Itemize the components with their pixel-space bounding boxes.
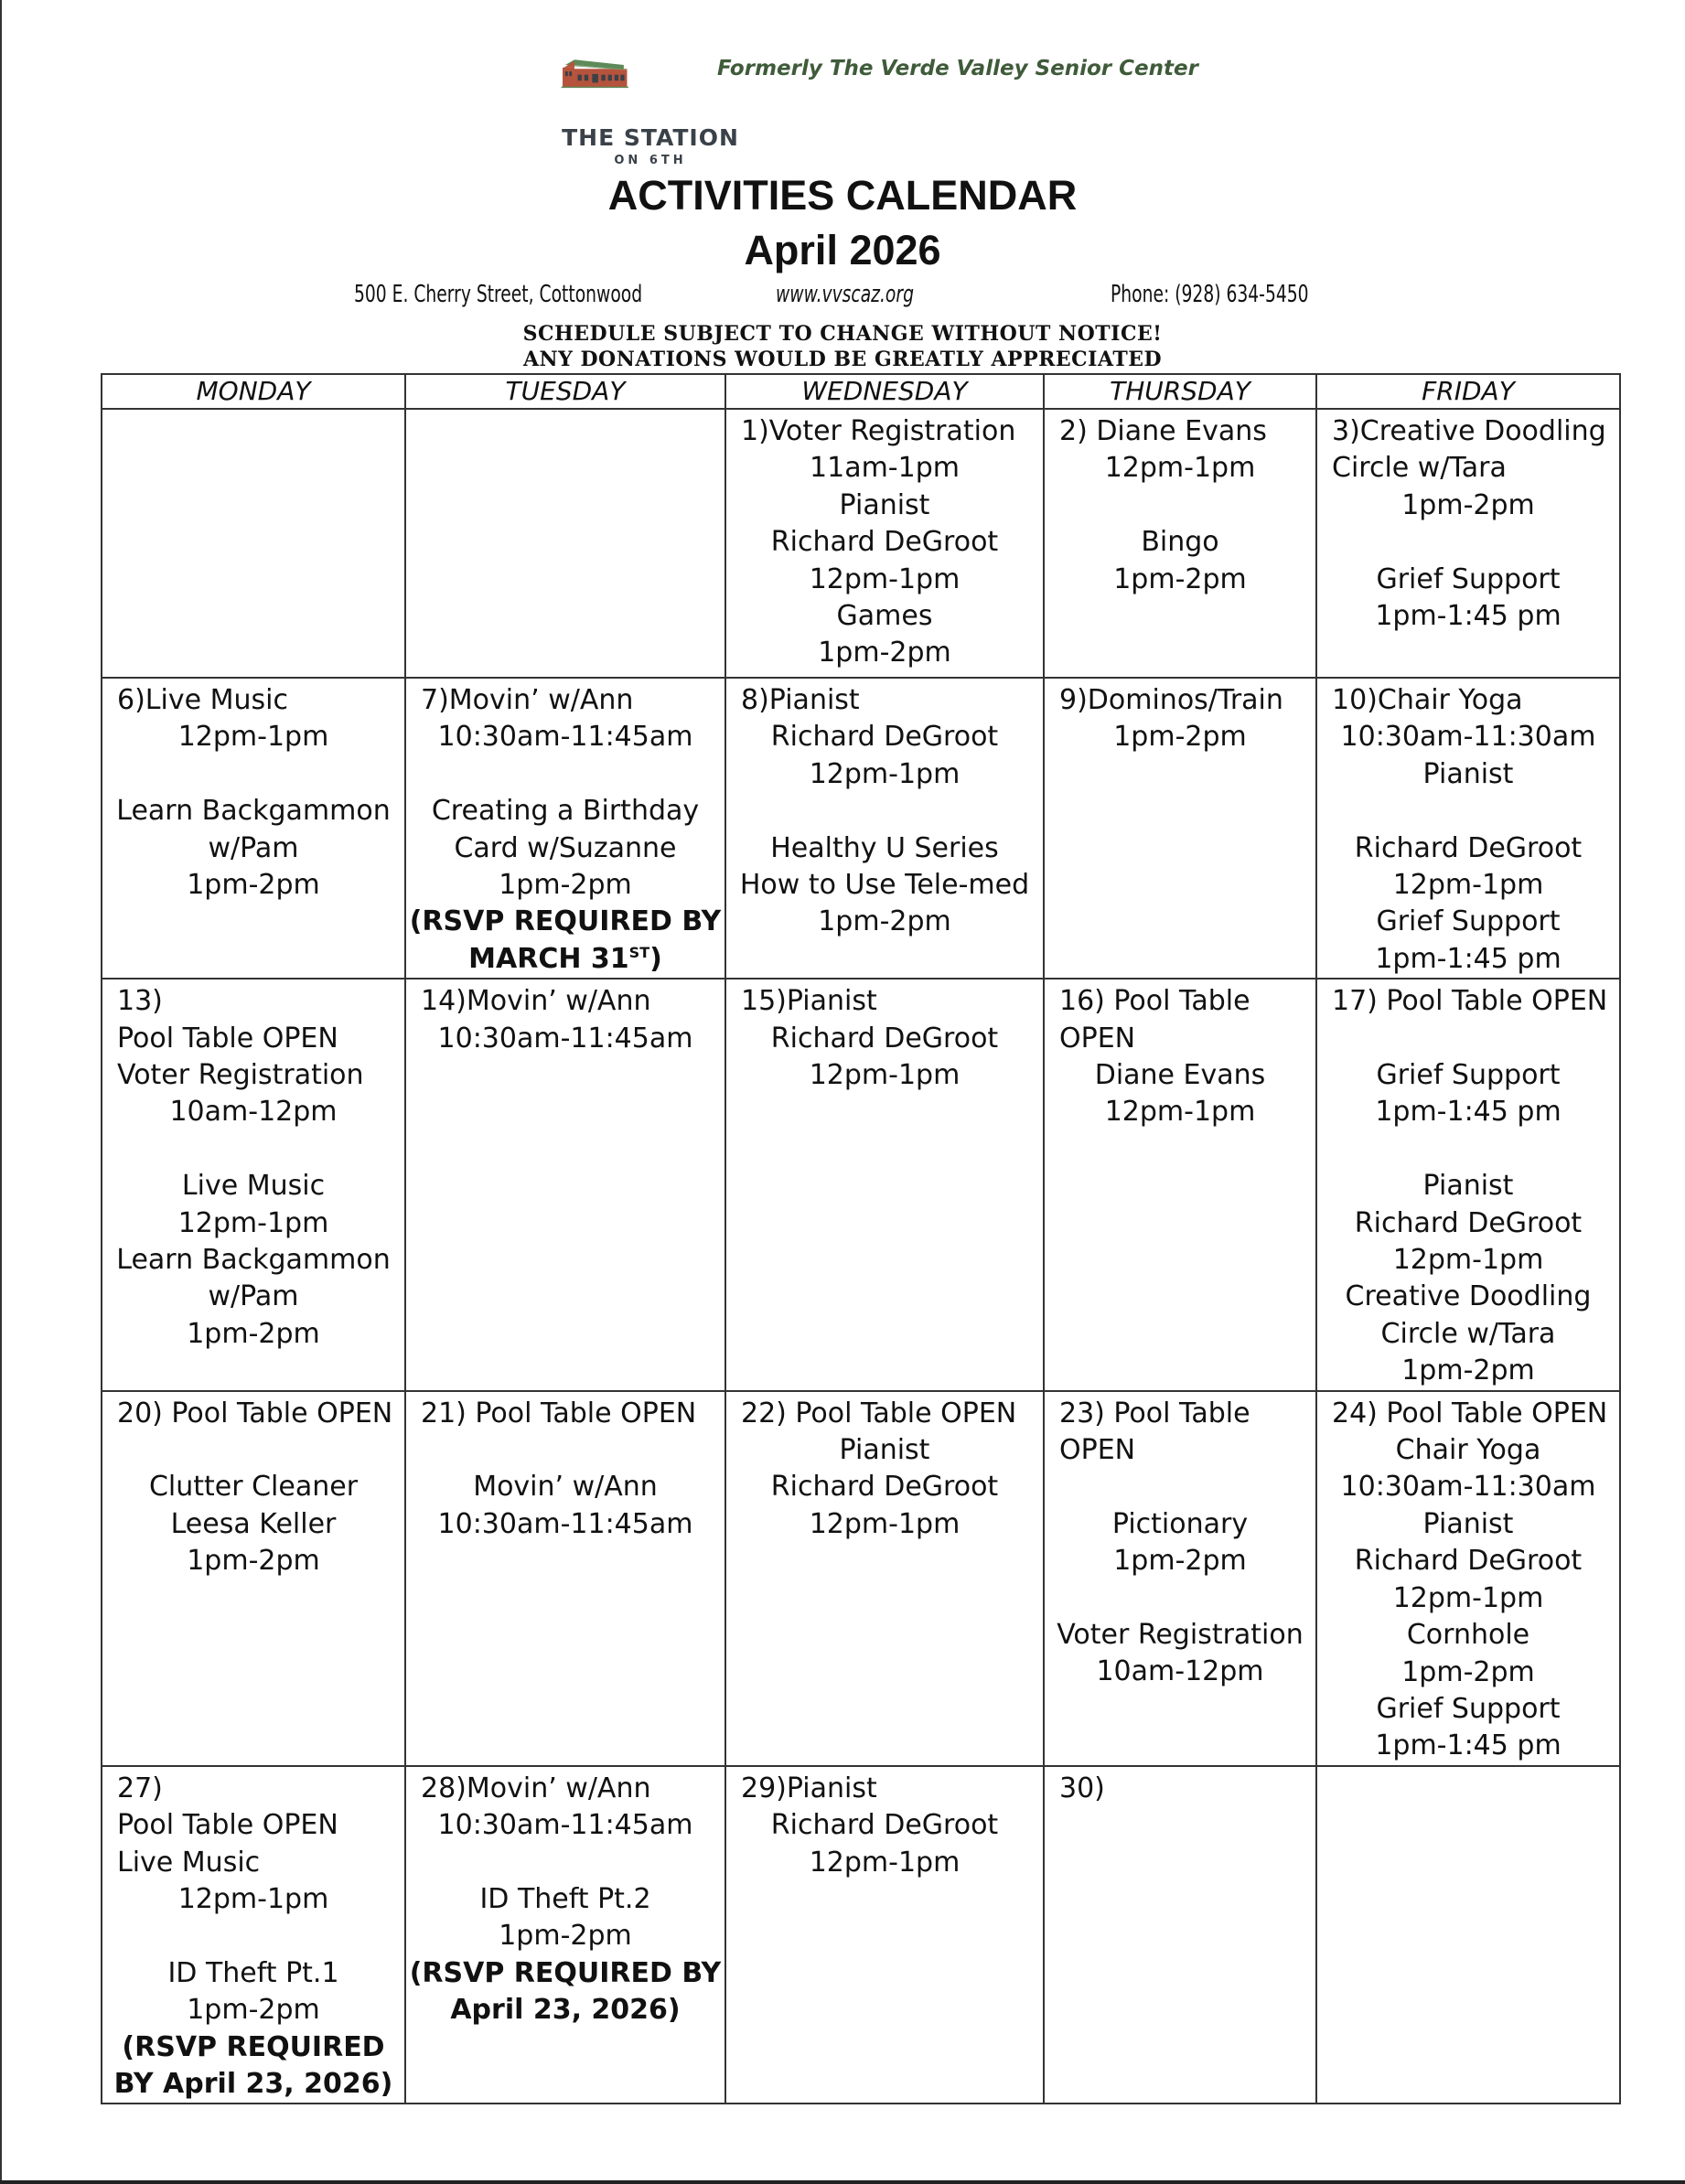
calendar-entry-line: 1pm-2pm — [499, 869, 632, 902]
calendar-entry-line: 10am-12pm — [1096, 1655, 1264, 1688]
calendar-entry-line: Card w/Suzanne — [454, 831, 677, 864]
calendar-day-cell — [725, 1391, 1044, 1766]
calendar-entry-line — [1045, 1469, 1315, 1505]
weekday-header: TUESDAY — [405, 374, 725, 409]
calendar-entry-line — [102, 756, 404, 793]
calendar-entry-line: 28)Movin’ w/Ann — [421, 1772, 651, 1804]
calendar-entry-line: OPEN — [1059, 1022, 1136, 1055]
calendar-entry-line: Pool Table OPEN — [117, 1809, 338, 1842]
weekday-header: THURSDAY — [1044, 374, 1316, 409]
calendar-entry-line: MARCH 31ST) — [468, 942, 662, 975]
activities-calendar — [101, 373, 1621, 2104]
calendar-entry-line: 12pm-1pm — [1392, 1581, 1544, 1614]
website: www.vvscaz.org — [776, 281, 914, 308]
tagline: Formerly The Verde Valley Senior Center — [717, 57, 1198, 80]
calendar-entry-line: 27) — [117, 1772, 163, 1804]
calendar-entry-line: Richard DeGroot — [770, 1809, 999, 1842]
calendar-entry-line: Clutter Cleaner — [148, 1471, 359, 1504]
brand-sub: ON 6TH — [614, 154, 687, 167]
calendar-entry-line: 10:30am-11:30am — [1340, 1471, 1596, 1504]
calendar-day-cell — [725, 409, 1044, 678]
calendar-day-cell — [725, 678, 1044, 979]
calendar-entry-line: ID Theft Pt.1 — [167, 1956, 339, 1989]
calendar-day-cell — [102, 979, 405, 1390]
calendar-entry-line: (RSVP REQUIRED — [122, 2030, 385, 2063]
calendar-entry-line: (RSVP REQUIRED BY — [409, 905, 722, 938]
calendar-entry-line — [1317, 793, 1619, 830]
calendar-entry-line: Circle w/Tara — [1380, 1317, 1556, 1350]
calendar-entry-line: 17) Pool Table OPEN — [1332, 985, 1608, 1018]
calendar-entry-line: 1pm-2pm — [187, 1545, 320, 1578]
station-logo — [558, 37, 768, 128]
calendar-entry-line: Chair Yoga — [1395, 1434, 1541, 1467]
calendar-day-cell — [1044, 1391, 1316, 1766]
calendar-entry-line: 12pm-1pm — [1392, 1244, 1544, 1277]
calendar-entry-line: 29)Pianist — [741, 1772, 877, 1804]
calendar-entry-line: 2) Diane Evans — [1059, 415, 1267, 447]
calendar-day-cell — [725, 1766, 1044, 2104]
calendar-day-cell — [405, 1766, 725, 2104]
calendar-entry-line: Voter Registration — [117, 1059, 364, 1092]
calendar-day-cell — [1044, 409, 1316, 678]
calendar-entry-line: Grief Support — [1376, 1059, 1561, 1092]
calendar-day-cell — [405, 1391, 725, 1766]
calendar-day-cell — [1316, 678, 1620, 979]
calendar-entry-line: Grief Support — [1376, 562, 1561, 595]
calendar-entry-line: 1pm-2pm — [187, 1317, 320, 1350]
calendar-entry-line: 12pm-1pm — [809, 1507, 961, 1540]
calendar-entry-line: 30) — [1059, 1772, 1105, 1804]
calendar-day-cell — [405, 979, 725, 1390]
calendar-entry-line: Grief Support — [1376, 905, 1561, 938]
calendar-entry-line: Games — [836, 600, 933, 633]
calendar-day-cell — [405, 678, 725, 979]
weekday-header: FRIDAY — [1316, 374, 1620, 409]
calendar-entry-line: 1pm-2pm — [818, 637, 951, 669]
calendar-entry-line: 8)Pianist — [741, 684, 860, 716]
weekday-header-row — [102, 374, 1620, 409]
calendar-day-cell — [1044, 678, 1316, 979]
calendar-entry-line: 1pm-2pm — [818, 905, 951, 938]
calendar-entry-line: Circle w/Tara — [1332, 452, 1507, 485]
calendar-entry-line: Richard DeGroot — [1354, 1545, 1583, 1578]
calendar-entry-line: 14)Movin’ w/Ann — [421, 985, 651, 1018]
phone: Phone: (928) 634-5450 — [1111, 281, 1309, 308]
calendar-entry-line: 10:30am-11:45am — [437, 721, 693, 754]
weekday-header: WEDNESDAY — [725, 374, 1044, 409]
calendar-entry-line: 12pm-1pm — [809, 562, 961, 595]
calendar-entry-line — [1045, 1580, 1315, 1617]
calendar-day-cell — [1316, 409, 1620, 678]
calendar-entry-line: Learn Backgammon — [116, 795, 391, 828]
calendar-entry-line: 1pm-2pm — [1401, 1655, 1535, 1688]
calendar-day-cell — [1316, 1766, 1620, 2104]
calendar-entry-line: Richard DeGroot — [770, 721, 999, 754]
calendar-entry-line: Learn Backgammon — [116, 1244, 391, 1277]
calendar-week-row — [102, 1766, 1620, 2104]
calendar-entry-line: 3)Creative Doodling — [1332, 415, 1606, 447]
calendar-entry-line: Pianist — [1422, 757, 1514, 790]
calendar-entry-line: 1pm-2pm — [187, 1994, 320, 2027]
calendar-entry-line: 1)Voter Registration — [741, 415, 1016, 447]
calendar-entry-line: 1pm-2pm — [1113, 1545, 1247, 1578]
calendar-entry-line: (RSVP REQUIRED BY — [409, 1956, 722, 1989]
calendar-entry-line: 11am-1pm — [810, 452, 960, 485]
calendar-entry-line — [1317, 1021, 1619, 1057]
calendar-entry-line: Live Music — [181, 1170, 326, 1203]
calendar-entry-line: 6)Live Music — [117, 684, 288, 716]
calendar-entry-line: 21) Pool Table OPEN — [421, 1397, 697, 1429]
calendar-entry-line — [726, 793, 1043, 830]
calendar-entry-line: Richard DeGroot — [770, 526, 999, 559]
calendar-entry-line: 1pm-2pm — [187, 869, 320, 902]
calendar-entry-line: 1pm-2pm — [499, 1920, 632, 1953]
calendar-entry-line: 1pm-1:45 pm — [1375, 1729, 1562, 1762]
calendar-entry-line — [406, 1432, 724, 1469]
calendar-entry-line: 12pm-1pm — [1104, 1096, 1256, 1129]
calendar-entry-line: w/Pam — [208, 1280, 299, 1313]
calendar-day-cell — [1044, 979, 1316, 1390]
calendar-entry-line: BY April 23, 2026) — [113, 2067, 393, 2100]
calendar-entry-line: Creating a Birthday — [431, 795, 700, 828]
calendar-day-cell — [1044, 1766, 1316, 2104]
calendar-entry-line — [102, 1432, 404, 1469]
calendar-entry-line — [102, 1131, 404, 1168]
calendar-entry-line — [406, 756, 724, 793]
calendar-entry-line: 13) — [117, 985, 163, 1018]
calendar-entry-line: ID Theft Pt.2 — [479, 1882, 651, 1915]
brand-name: THE STATION — [562, 124, 739, 151]
page-title: ACTIVITIES CALENDAR — [607, 172, 1078, 219]
calendar-entry-line: 1pm-2pm — [1401, 488, 1535, 521]
calendar-entry-line: 12pm-1pm — [809, 757, 961, 790]
calendar-entry-line: Pictionary — [1111, 1507, 1249, 1540]
calendar-entry-line: 12pm-1pm — [177, 1206, 329, 1239]
calendar-entry-line: 1pm-1:45 pm — [1375, 600, 1562, 633]
calendar-entry-line — [406, 1845, 724, 1881]
calendar-day-cell — [102, 1391, 405, 1766]
calendar-entry-line — [102, 1918, 404, 1954]
calendar-entry-line: 1pm-2pm — [1401, 1354, 1535, 1387]
calendar-entry-line: 23) Pool Table — [1059, 1397, 1250, 1429]
calendar-entry-line — [1317, 524, 1619, 561]
calendar-entry-line: Bingo — [1141, 526, 1219, 559]
calendar-entry-line: Healthy U Series — [770, 831, 999, 864]
calendar-day-cell — [725, 979, 1044, 1390]
calendar-week-row — [102, 678, 1620, 979]
calendar-entry-line: 10:30am-11:45am — [437, 1022, 693, 1055]
calendar-entry-line — [1045, 487, 1315, 524]
calendar-entry-line: Pianist — [1422, 1507, 1514, 1540]
calendar-entry-line: Voter Registration — [1057, 1619, 1304, 1652]
calendar-entry-line: April 23, 2026) — [450, 1994, 681, 2027]
calendar-entry-line: Live Music — [117, 1846, 261, 1879]
address: 500 E. Cherry Street, Cottonwood — [354, 281, 643, 308]
calendar-week-row — [102, 409, 1620, 678]
calendar-entry-line: Movin’ w/Ann — [473, 1471, 658, 1504]
calendar-entry-line — [1317, 1131, 1619, 1168]
schedule-notice: SCHEDULE SUBJECT TO CHANGE WITHOUT NOTICE! — [522, 322, 1163, 346]
calendar-entry-line: 22) Pool Table OPEN — [741, 1397, 1017, 1429]
calendar-entry-line: Pool Table OPEN — [117, 1022, 338, 1055]
page-edge-bottom — [0, 2180, 1685, 2184]
calendar-entry-line: 12pm-1pm — [177, 721, 329, 754]
calendar-week-row — [102, 979, 1620, 1390]
calendar-day-cell — [1316, 979, 1620, 1390]
calendar-entry-line: Pianist — [839, 1434, 930, 1467]
calendar-entry-line: Richard DeGroot — [1354, 1206, 1583, 1239]
calendar-entry-line: Grief Support — [1376, 1692, 1561, 1725]
calendar-entry-line: 1pm-1:45 pm — [1375, 1096, 1562, 1129]
calendar-month: April 2026 — [744, 227, 941, 273]
calendar-entry-line: Richard DeGroot — [770, 1022, 999, 1055]
calendar-entry-line: 12pm-1pm — [177, 1882, 329, 1915]
calendar-entry-line: Diane Evans — [1094, 1059, 1266, 1092]
calendar-entry-line: 10:30am-11:45am — [437, 1507, 693, 1540]
calendar-entry-line: 7)Movin’ w/Ann — [421, 684, 634, 716]
calendar-entry-line: 12pm-1pm — [1104, 452, 1256, 485]
calendar-entry-line: Creative Doodling — [1345, 1280, 1592, 1313]
calendar-entry-line: 1pm-1:45 pm — [1375, 942, 1562, 975]
calendar-entry-line: Cornhole — [1406, 1619, 1530, 1652]
calendar-entry-line: Pianist — [839, 488, 930, 521]
calendar-week-row — [102, 1391, 1620, 1766]
calendar-entry-line: Richard DeGroot — [770, 1471, 999, 1504]
calendar-entry-line: 1pm-2pm — [1113, 562, 1247, 595]
calendar-day-cell — [102, 1766, 405, 2104]
calendar-entry-line: 15)Pianist — [741, 985, 877, 1018]
calendar-entry-line: OPEN — [1059, 1434, 1136, 1467]
calendar-entry-line: Richard DeGroot — [1354, 831, 1583, 864]
calendar-entry-line: 10)Chair Yoga — [1332, 684, 1523, 716]
donation-notice: ANY DONATIONS WOULD BE GREATLY APPRECIATED — [522, 348, 1163, 371]
calendar-entry-line: 9)Dominos/Train — [1059, 684, 1283, 716]
calendar-entry-line: 10:30am-11:30am — [1340, 721, 1596, 754]
calendar-entry-line: 24) Pool Table OPEN — [1332, 1397, 1608, 1429]
calendar-entry-line: w/Pam — [208, 831, 299, 864]
calendar-day-cell — [102, 409, 405, 678]
weekday-header: MONDAY — [102, 374, 405, 409]
calendar-entry-line: 16) Pool Table — [1059, 985, 1250, 1018]
calendar-day-cell — [102, 678, 405, 979]
calendar-entry-line: How to Use Tele-med — [739, 869, 1030, 902]
calendar-entry-line: 12pm-1pm — [809, 1846, 961, 1879]
calendar-day-cell — [1316, 1391, 1620, 1766]
calendar-entry-line: 20) Pool Table OPEN — [117, 1397, 393, 1429]
calendar-entry-line: 10am-12pm — [169, 1096, 338, 1129]
calendar-entry-line: 10:30am-11:45am — [437, 1809, 693, 1842]
calendar-entry-line: 1pm-2pm — [1113, 721, 1247, 754]
calendar-day-cell — [405, 409, 725, 678]
calendar-entry-line: 12pm-1pm — [809, 1059, 961, 1092]
calendar-entry-line: Pianist — [1422, 1170, 1514, 1203]
calendar-entry-line: 12pm-1pm — [1392, 869, 1544, 902]
calendar-entry-line: Leesa Keller — [170, 1507, 337, 1540]
